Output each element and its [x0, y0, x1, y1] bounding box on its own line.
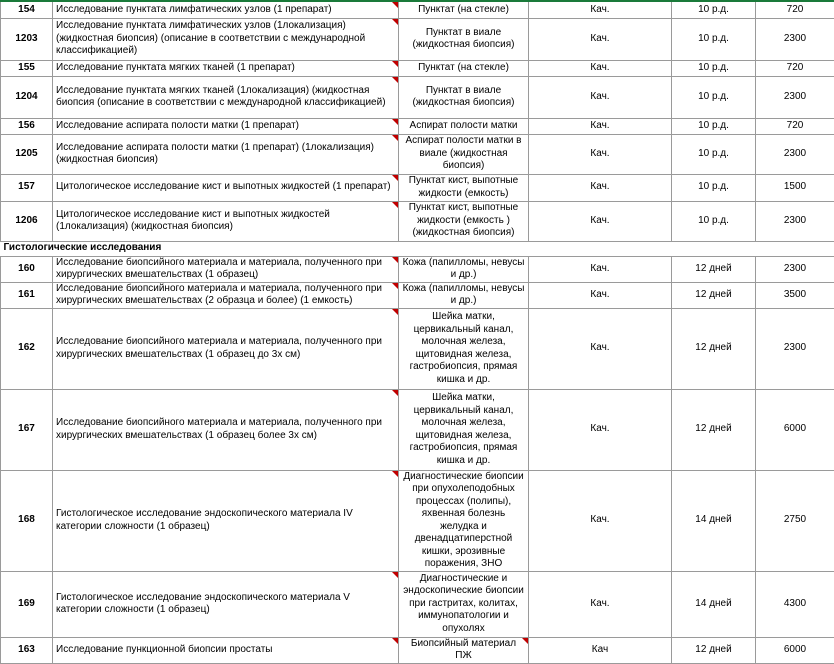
- service-name: Исследование пунктата лимфатических узлов (1 препарат): [53, 1, 399, 18]
- table-row: [1, 134, 834, 174]
- method: Кач.: [529, 308, 672, 389]
- comment-marker-icon[interactable]: [392, 119, 398, 125]
- term: 14 дней: [672, 470, 756, 571]
- service-code: 154: [1, 1, 53, 18]
- section-title: Гистологические исследования: [1, 241, 834, 256]
- term: 12 дней: [672, 256, 756, 282]
- comment-marker-icon[interactable]: [522, 638, 528, 644]
- table-row: [1, 256, 834, 282]
- material: Пунктат в виале (жидкостная биопсия): [399, 18, 529, 60]
- price: 720: [756, 118, 834, 134]
- term: 10 р.д.: [672, 174, 756, 201]
- price: 2300: [756, 256, 834, 282]
- service-name: Исследование пунктата мягких тканей (1 препарат): [53, 60, 399, 76]
- price: 2300: [756, 76, 834, 118]
- service-name: Гистологическое исследование эндоскопического материала V категории сложности (1 образец): [53, 571, 399, 637]
- price: 720: [756, 60, 834, 76]
- service-code: 1203: [1, 18, 53, 60]
- price: 3500: [756, 282, 834, 308]
- material: Шейка матки, цервикальный канал, молочная железа, щитовидная железа, гастробиопсия, прямая кишка и др.: [399, 308, 529, 389]
- price: 2300: [756, 308, 834, 389]
- material: Шейка матки, цервикальный канал, молочная железа, щитовидная железа, гастробиопсия, прямая кишка и др.: [399, 389, 529, 470]
- material: Диагностические и эндоскопические биопсии при гастритах, колитах, иммунопатологии и опухолях: [399, 571, 529, 637]
- price: 6000: [756, 637, 834, 663]
- term: 14 дней: [672, 571, 756, 637]
- table-row: [1, 118, 834, 134]
- material: Диагностические биопсии при опухолеподобных процессах (полипы), яхвенная болезнь желудка и двенадцатиперстной кишки, эрозивные поражения, ЗНО: [399, 470, 529, 571]
- term: 12 дней: [672, 282, 756, 308]
- comment-marker-icon[interactable]: [392, 638, 398, 644]
- method: Кач.: [529, 118, 672, 134]
- material: Кожа (папилломы, невусы и др.): [399, 282, 529, 308]
- service-name: Цитологическое исследование кист и выпотных жидкостей (1 препарат): [53, 174, 399, 201]
- price: 2300: [756, 201, 834, 241]
- service-name: Исследование биопсийного материала и материала, полученного при хирургических вмешательствах (1 образец до 3х см): [53, 308, 399, 389]
- comment-marker-icon[interactable]: [392, 175, 398, 181]
- service-name: Исследование пунктата лимфатических узлов (1локализация) (жидкостная биопсия) (описание в соответствии с международной классификацией): [53, 18, 399, 60]
- table-row: [1, 76, 834, 118]
- price-table-body: [1, 1, 834, 663]
- service-code: 1204: [1, 76, 53, 118]
- service-name: Исследование пунктата мягких тканей (1локализация) (жидкостная биопсия (описание в соответствии с международной классификацией): [53, 76, 399, 118]
- service-code: 162: [1, 308, 53, 389]
- material: Аспират полости матки: [399, 118, 529, 134]
- comment-marker-icon[interactable]: [392, 202, 398, 208]
- service-code: 169: [1, 571, 53, 637]
- term: 12 дней: [672, 389, 756, 470]
- comment-marker-icon[interactable]: [392, 19, 398, 25]
- service-code: 156: [1, 118, 53, 134]
- table-row: [1, 282, 834, 308]
- price: 2300: [756, 18, 834, 60]
- term: 12 дней: [672, 308, 756, 389]
- table-row: [1, 1, 834, 18]
- service-name: Цитологическое исследование кист и выпотных жидкостей (1локализация) (жидкостная биопсия): [53, 201, 399, 241]
- table-row: [1, 18, 834, 60]
- material: Аспират полости матки в виале (жидкостная биопсия): [399, 134, 529, 174]
- material: Пунктат кист, выпотные жидкости (емкость )(жидкостная биопсия): [399, 201, 529, 241]
- price: 6000: [756, 389, 834, 470]
- material: Пунктат в виале (жидкостная биопсия): [399, 76, 529, 118]
- material: Кожа (папилломы, невусы и др.): [399, 256, 529, 282]
- comment-marker-icon[interactable]: [392, 257, 398, 263]
- comment-marker-icon[interactable]: [392, 283, 398, 289]
- term: 10 р.д.: [672, 76, 756, 118]
- service-code: 168: [1, 470, 53, 571]
- method: Кач.: [529, 389, 672, 470]
- service-name: Исследование биопсийного материала и материала, полученного при хирургических вмешательствах (1 образец): [53, 256, 399, 282]
- price: 2300: [756, 134, 834, 174]
- comment-marker-icon[interactable]: [392, 390, 398, 396]
- table-row: [1, 174, 834, 201]
- term: 12 дней: [672, 637, 756, 663]
- price: 4300: [756, 571, 834, 637]
- table-row: [1, 60, 834, 76]
- service-name: Исследование аспирата полости матки (1 препарат): [53, 118, 399, 134]
- method: Кач.: [529, 256, 672, 282]
- table-row: [1, 571, 834, 637]
- material: Пунктат (на стекле): [399, 1, 529, 18]
- table-row: [1, 389, 834, 470]
- comment-marker-icon[interactable]: [392, 2, 398, 8]
- service-code: 167: [1, 389, 53, 470]
- service-name: Исследование аспирата полости матки (1 препарат) (1локализация) (жидкостная биопсия): [53, 134, 399, 174]
- method: Кач: [529, 637, 672, 663]
- service-name: Исследование биопсийного материала и материала, полученного при хирургических вмешательствах (2 образца и более) (1 емкость): [53, 282, 399, 308]
- term: 10 р.д.: [672, 118, 756, 134]
- material: Биопсийный материал ПЖ: [399, 637, 529, 663]
- service-code: 161: [1, 282, 53, 308]
- method: Кач.: [529, 470, 672, 571]
- term: 10 р.д.: [672, 60, 756, 76]
- service-name: Исследование пункционной биопсии простаты: [53, 637, 399, 663]
- method: Кач.: [529, 571, 672, 637]
- service-code: 1206: [1, 201, 53, 241]
- method: Кач.: [529, 282, 672, 308]
- price: 1500: [756, 174, 834, 201]
- comment-marker-icon[interactable]: [392, 309, 398, 315]
- service-code: 157: [1, 174, 53, 201]
- comment-marker-icon[interactable]: [392, 61, 398, 67]
- method: Кач.: [529, 60, 672, 76]
- price: 2750: [756, 470, 834, 571]
- service-name: Исследование биопсийного материала и материала, полученного при хирургических вмешательствах (1 образец более 3х см): [53, 389, 399, 470]
- comment-marker-icon[interactable]: [392, 77, 398, 83]
- material: Пунктат кист, выпотные жидкости (емкость): [399, 174, 529, 201]
- term: 10 р.д.: [672, 201, 756, 241]
- table-row: [1, 637, 834, 663]
- comment-marker-icon[interactable]: [392, 471, 398, 477]
- comment-marker-icon[interactable]: [392, 572, 398, 578]
- term: 10 р.д.: [672, 18, 756, 60]
- comment-marker-icon[interactable]: [392, 135, 398, 141]
- table-row: [1, 470, 834, 571]
- method: Кач.: [529, 76, 672, 118]
- service-name: Гистологическое исследование эндоскопического материала IV категории сложности (1 образец): [53, 470, 399, 571]
- method: Кач.: [529, 174, 672, 201]
- term: 10 р.д.: [672, 1, 756, 18]
- section-row: [1, 241, 834, 256]
- material: Пунктат (на стекле): [399, 60, 529, 76]
- table-row: [1, 201, 834, 241]
- service-code: 1205: [1, 134, 53, 174]
- method: Кач.: [529, 18, 672, 60]
- service-code: 163: [1, 637, 53, 663]
- method: Кач.: [529, 134, 672, 174]
- method: Кач.: [529, 1, 672, 18]
- term: 10 р.д.: [672, 134, 756, 174]
- service-code: 160: [1, 256, 53, 282]
- table-row: [1, 308, 834, 389]
- service-code: 155: [1, 60, 53, 76]
- method: Кач.: [529, 201, 672, 241]
- price: 720: [756, 1, 834, 18]
